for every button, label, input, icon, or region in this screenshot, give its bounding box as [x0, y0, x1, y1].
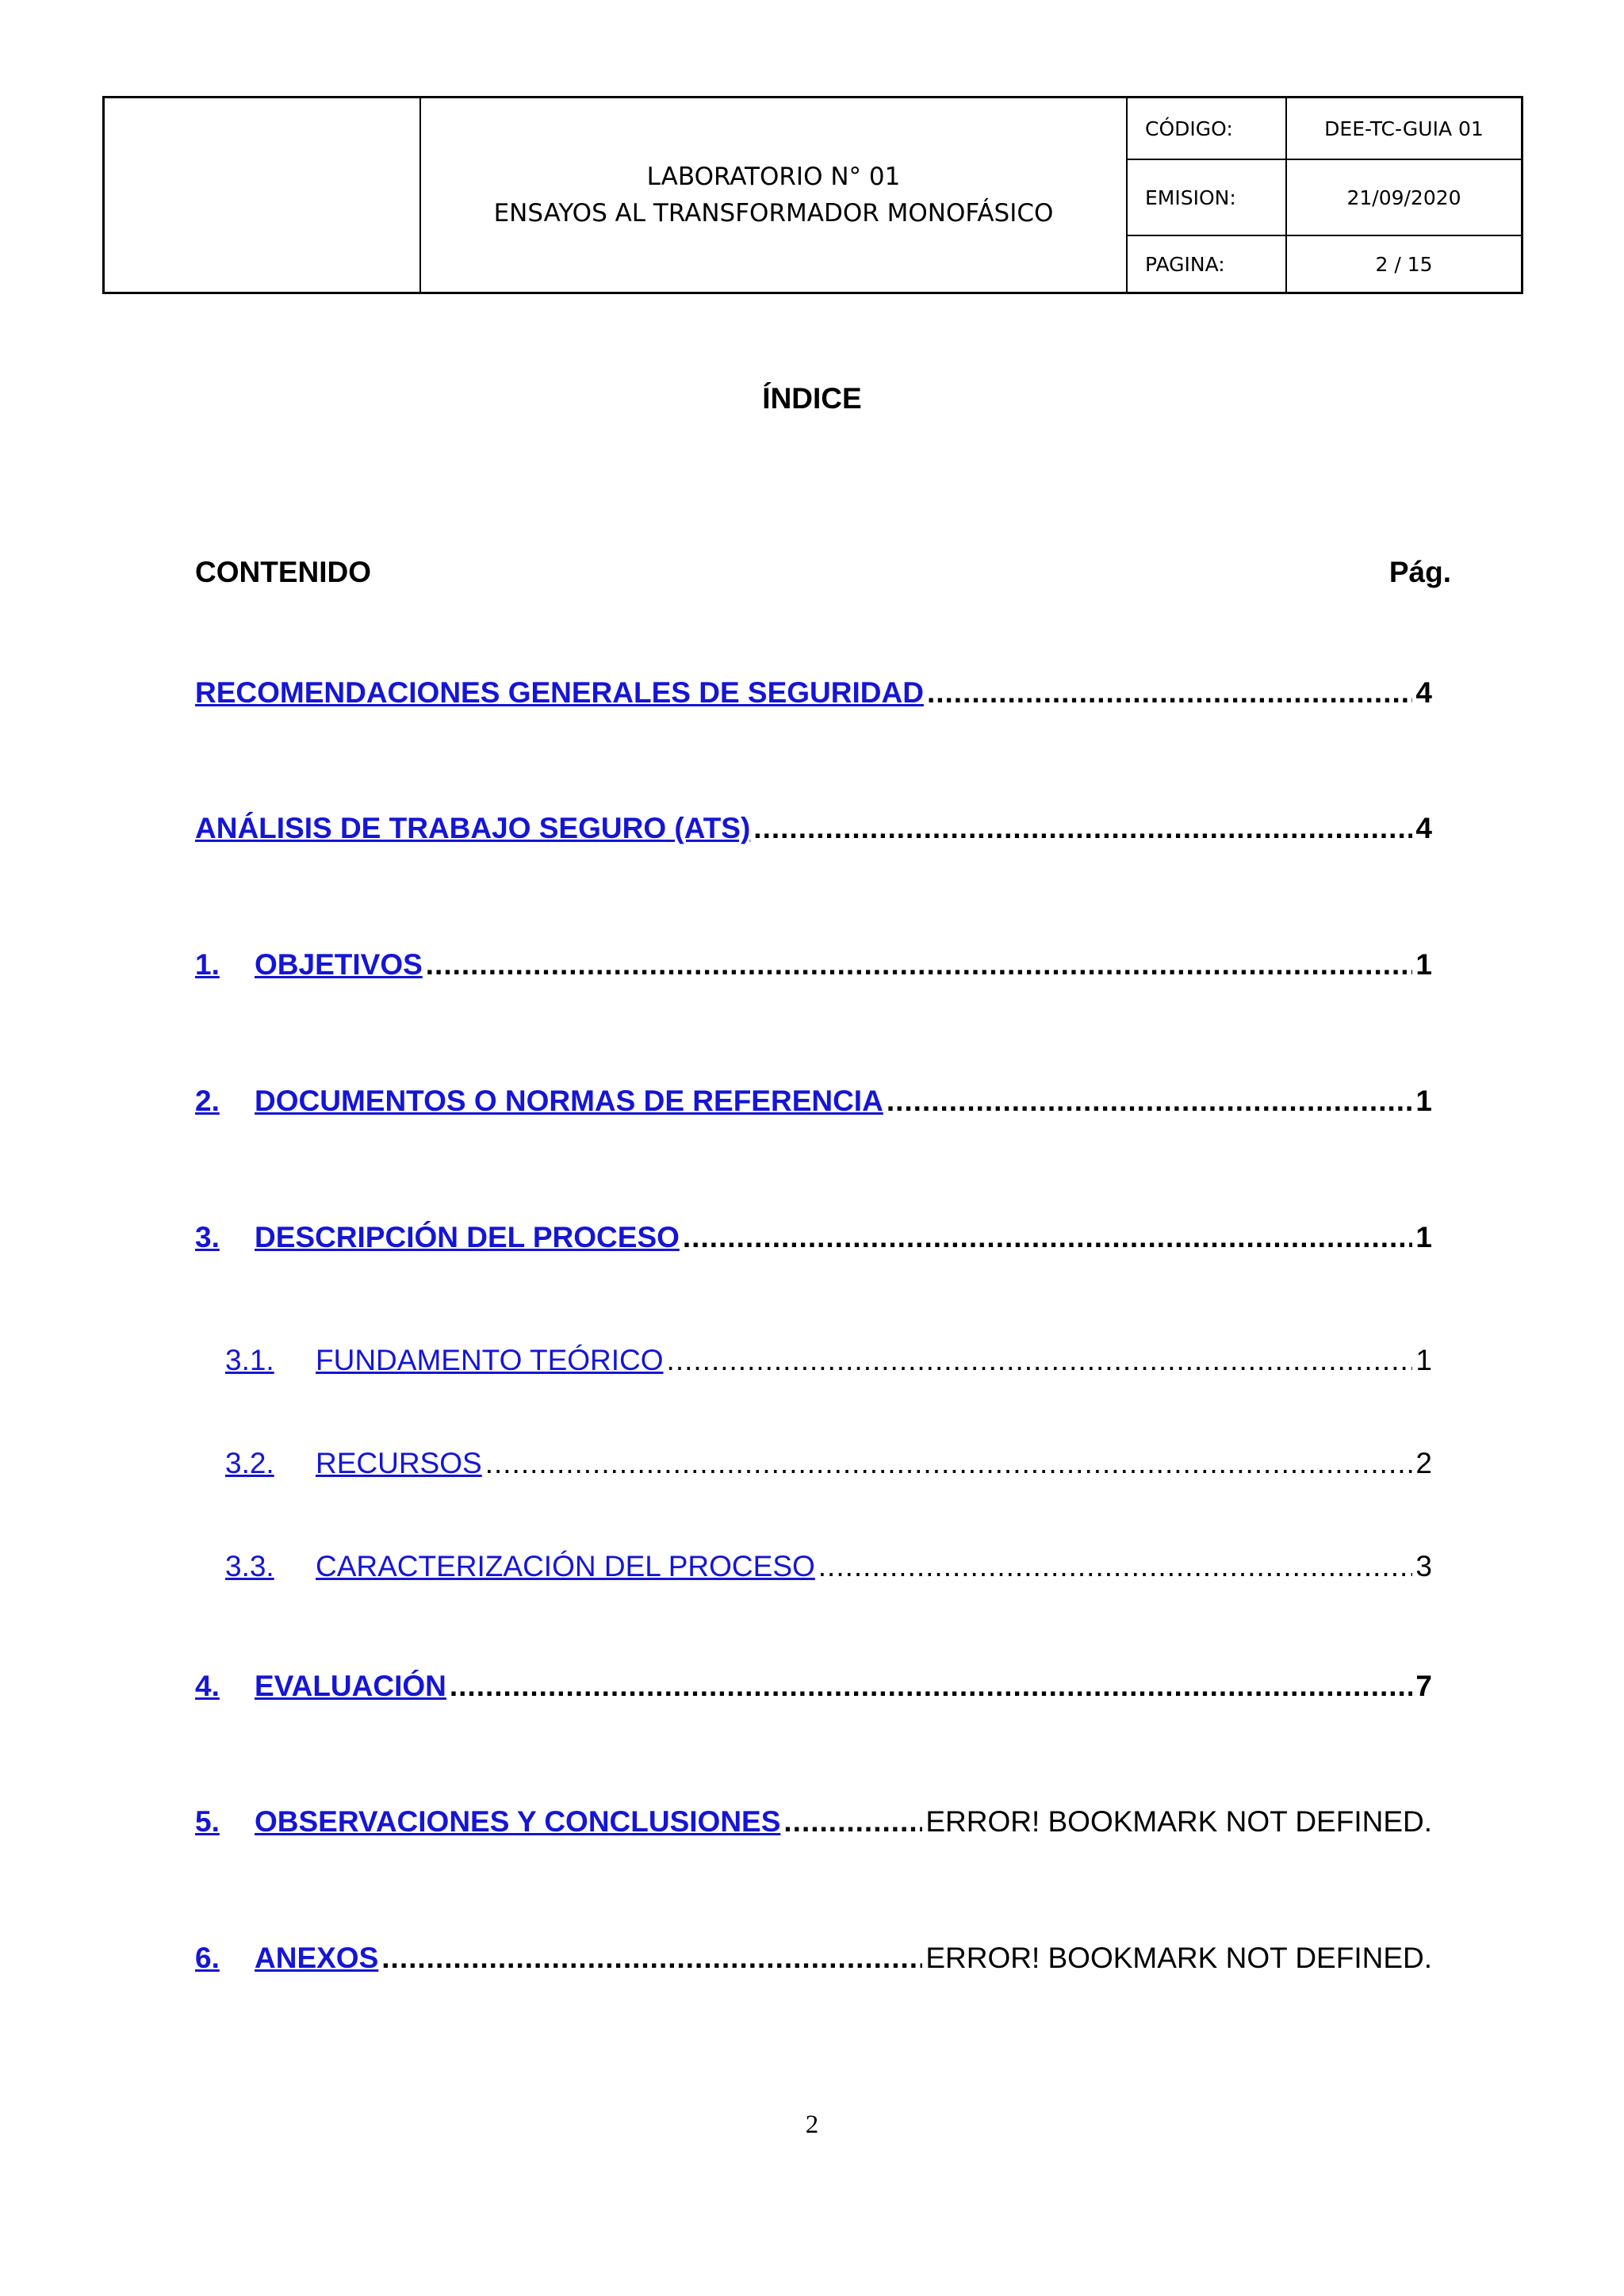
toc-page-error: ERROR! BOOKMARK NOT DEFINED.	[925, 1942, 1432, 1974]
toc-leader-dots	[667, 1344, 1413, 1377]
pagina-value: 2 / 15	[1375, 252, 1433, 276]
toc-link[interactable]: OBSERVACIONES Y CONCLUSIONES	[255, 1805, 781, 1838]
toc-leader-dots	[426, 948, 1413, 982]
toc-number[interactable]: 5.	[195, 1805, 220, 1838]
toc-leader-dots	[927, 676, 1412, 710]
toc-entry[interactable]	[195, 812, 1432, 845]
toc-subentry[interactable]	[225, 1344, 1432, 1377]
toc-page-number: 1	[1415, 1221, 1432, 1253]
toc-link[interactable]: ANEXOS	[255, 1942, 379, 1974]
toc-number[interactable]: 4.	[195, 1670, 220, 1702]
index-heading: ÍNDICE	[762, 382, 862, 415]
codigo-label: CÓDIGO:	[1128, 98, 1287, 160]
toc-subentry[interactable]	[225, 1550, 1432, 1583]
toc-page-error: ERROR! BOOKMARK NOT DEFINED.	[925, 1805, 1432, 1838]
footer-page-number: 2	[805, 2110, 819, 2139]
toc-page-number: 1	[1415, 1085, 1432, 1117]
toc-page-number: 4	[1415, 676, 1432, 709]
document-title-cell	[421, 98, 1128, 292]
toc-link[interactable]: RECOMENDACIONES GENERALES DE SEGURIDAD	[195, 676, 924, 709]
toc-link[interactable]: CARACTERIZACIÓN DEL PROCESO	[316, 1550, 815, 1582]
toc-page-number: 2	[1415, 1447, 1432, 1479]
toc-leader-dots	[753, 812, 1412, 845]
content-column-header: CONTENIDO	[195, 556, 371, 588]
toc-link[interactable]: ANÁLISIS DE TRABAJO SEGURO (ATS)	[195, 812, 751, 844]
toc-entry[interactable]	[195, 1805, 1432, 1839]
toc-number[interactable]: 3.3.	[225, 1550, 274, 1582]
emision-value: 21/09/2020	[1287, 160, 1521, 236]
toc-entry[interactable]	[195, 1221, 1432, 1254]
toc-entry[interactable]	[195, 676, 1432, 710]
toc-number[interactable]: 1.	[195, 948, 220, 981]
toc-entry[interactable]	[195, 1085, 1432, 1118]
toc-number[interactable]: 3.2.	[225, 1447, 274, 1479]
toc-link[interactable]: OBJETIVOS	[255, 948, 423, 981]
toc-leader-dots	[485, 1447, 1413, 1480]
toc-link[interactable]: FUNDAMENTO TEÓRICO	[316, 1344, 664, 1376]
page-column-header: Pág.	[1388, 556, 1451, 588]
codigo-value: DEE-TC-GUIA 01	[1287, 98, 1521, 160]
document-header-table	[102, 96, 1523, 294]
toc-number[interactable]: 3.1.	[225, 1344, 274, 1376]
toc-leader-dots	[683, 1221, 1413, 1254]
toc-number[interactable]: 2.	[195, 1085, 220, 1117]
toc-subentry[interactable]	[225, 1447, 1432, 1480]
toc-leader-dots	[381, 1942, 922, 1975]
toc-link[interactable]: EVALUACIÓN	[255, 1670, 446, 1702]
toc-leader-dots	[783, 1805, 922, 1839]
toc-page-number: 7	[1415, 1670, 1432, 1702]
toc-page-number: 3	[1415, 1550, 1432, 1582]
toc-number[interactable]: 3.	[195, 1221, 220, 1253]
emision-label: EMISION:	[1128, 160, 1287, 236]
toc-link[interactable]: RECURSOS	[316, 1447, 482, 1479]
title-line-1: LABORATORIO N° 01	[646, 163, 901, 191]
toc-link[interactable]: DESCRIPCIÓN DEL PROCESO	[255, 1221, 680, 1253]
toc-page-number: 1	[1415, 948, 1432, 981]
toc-leader-dots	[818, 1550, 1413, 1583]
toc-page-number: 1	[1415, 1344, 1432, 1376]
toc-leader-dots	[887, 1085, 1413, 1118]
toc-number[interactable]: 6.	[195, 1942, 220, 1974]
title-line-2: ENSAYOS AL TRANSFORMADOR MONOFÁSICO	[493, 199, 1054, 228]
toc-entry[interactable]	[195, 1670, 1432, 1703]
toc-leader-dots	[450, 1670, 1413, 1703]
pagina-label: PAGINA:	[1128, 236, 1287, 292]
toc-link[interactable]: DOCUMENTOS O NORMAS DE REFERENCIA	[255, 1085, 883, 1117]
toc-column-headers	[195, 556, 1451, 589]
toc-entry[interactable]	[195, 1942, 1432, 1975]
toc-entry[interactable]	[195, 948, 1432, 982]
toc-page-number: 4	[1415, 812, 1432, 844]
logo-cell	[105, 98, 421, 292]
